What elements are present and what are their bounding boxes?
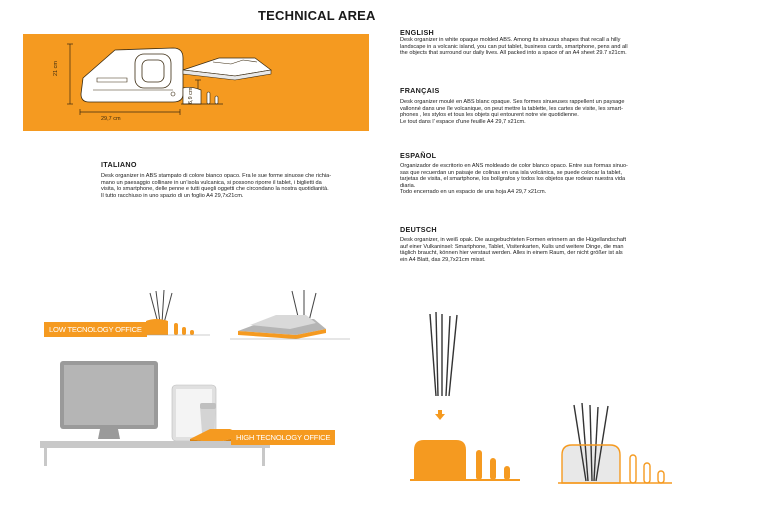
dimension-height-label: 21 cm (53, 61, 59, 76)
text-italiano: Desk organizer in ABS stampato di colore bianco opaco. Fra le sue forme sinuose che richia- mano un paesaggio collinare in un’isola vulcanica, si possono riporre il tablet, i biglietti da visita, lo smartphone, delle penne e tutti quegli oggetti che circondano la nostra quotidianità. Il tutto racchiuso in uno spazio di un foglio A4 29,7x21cm. (101, 173, 332, 199)
text-francais: Desk organizer moulé en ABS blanc opaque. Ses formes sinueuses rappellent un paysage vallonné dans une île volcanique, on peut mettre la tablette, les cartes de visite, les smart- phones , les stylos et tous les objets qui entourent notre vie quotidienne. Le tout dans l’ espace d’une feuille A4 29,7 x21cm. (400, 99, 625, 125)
pens-in-organizer-illustration (552, 395, 692, 495)
heading-english: ENGLISH (400, 28, 435, 37)
page-title: TECHNICAL AREA (258, 8, 376, 23)
text-espanol: Organizador de escritorio en ANS moldeado de color blanco opaco. Entre sus formas sinuo- sas que recuerdan un paisaje de colinas en una isla volcánica, se puede colocar la tablet, tarjetas de visita, el smartphone, los bolígrafos y todos los objetos que rodean nuestra vida diaria. Todo encerrado en un espacio de una hoja A4 29,7 x21cm. (400, 163, 628, 196)
label-low-tech-office: LOW TECNOLOGY OFFICE (44, 322, 147, 337)
text-deutsch: Desk organizer, in weiß opak. Die ausgebuchteten Formen erinnern an die Hügellandschaft auf einer Vulkaninsel: Smartphone, Tablet, Visitenkarten, Kulis und weitere Dinge, die man täglich braucht, können hier verstaut werden. Alles in einem Raum, der nicht größer ist als ein A4 Blatt, das 29,7x21cm misst. (400, 237, 627, 263)
heading-francais: FRANÇAIS (400, 86, 440, 95)
heading-deutsch: DEUTSCH (400, 225, 437, 234)
heading-italiano: ITALIANO (101, 160, 137, 169)
high-tech-illustration (40, 355, 270, 467)
low-tech-illustration (120, 285, 360, 345)
technical-drawing-panel (23, 34, 369, 131)
dimension-drawing (23, 34, 369, 131)
heading-espanol: ESPAÑOL (400, 151, 437, 160)
dimension-depth-label: 6,9 cm (188, 87, 194, 104)
dimension-width-label: 29,7 cm (101, 116, 121, 122)
pens-drop-illustration (400, 300, 540, 490)
text-english: Desk organizer in white opaque molded ABS. Among its sinuous shapes that recall a hilly landscape in a volcanic island, you can put tablet, business cards, smartphone, pens and all the objects that surround our daily lives. All packed into a space of an A4 sheet 29.7 x21cm. (400, 37, 628, 57)
label-high-tech-office: HIGH TECNOLOGY OFFICE (231, 430, 335, 445)
